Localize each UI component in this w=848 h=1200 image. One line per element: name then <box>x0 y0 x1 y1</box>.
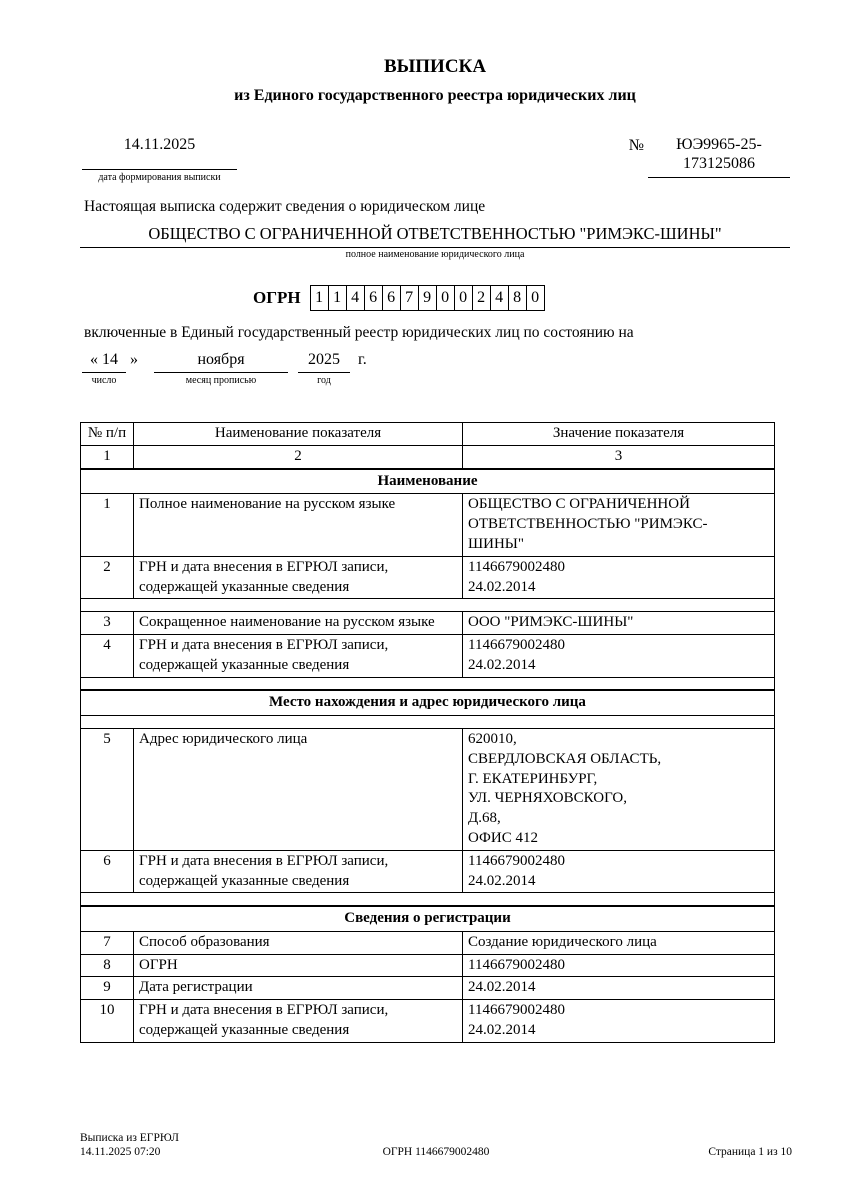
indicator-name-cell: ГРН и дата внесения в ЕГРЮЛ записи, содержащей указанные сведения <box>134 556 463 599</box>
ogrn-digit-box: 4 <box>490 285 509 311</box>
column-header-cell: Значение показателя <box>463 423 775 446</box>
form-date-block <box>82 136 237 183</box>
column-header-cell: № п/п <box>81 423 134 446</box>
row-number-cell: 1 <box>81 494 134 556</box>
indicator-value-cell: 1146679002480 <box>463 954 775 977</box>
section-header-row <box>81 906 775 931</box>
table-row <box>81 977 775 1000</box>
ogrn-digit-box: 1 <box>310 285 329 311</box>
as-of-date-row <box>82 351 790 386</box>
indicator-value-cell: ОБЩЕСТВО С ОГРАНИЧЕННОЙ ОТВЕТСТВЕННОСТЬЮ "РИМЭКС- ШИНЫ" <box>463 494 775 556</box>
table-row <box>81 850 775 893</box>
table-row <box>81 931 775 954</box>
document-number-block <box>629 136 790 178</box>
document-number <box>648 136 790 178</box>
spacer-cell <box>81 599 775 612</box>
section-header-cell: Место нахождения и адрес юридического лица <box>81 690 775 715</box>
column-number-cell: 2 <box>134 445 463 468</box>
day-caption: число <box>91 375 117 386</box>
year-column <box>298 351 350 386</box>
document-title: ВЫПИСКА <box>383 56 487 77</box>
indicator-value-cell: 1146679002480 24.02.2014 <box>463 556 775 599</box>
spacer-row <box>81 893 775 906</box>
section-header-row <box>81 690 775 715</box>
ogrn-label: ОГРН <box>253 288 301 307</box>
info-table <box>80 422 775 1043</box>
indicator-name-cell: Способ образования <box>134 931 463 954</box>
footer-left <box>80 1131 383 1160</box>
footer-datetime: 14.11.2025 07:20 <box>80 1146 161 1159</box>
date-number-row <box>80 136 790 183</box>
row-number-cell: 4 <box>81 635 134 678</box>
ogrn-digit-box: 0 <box>454 285 473 311</box>
section-header-cell: Сведения о регистрации <box>81 906 775 931</box>
indicator-name-cell: ОГРН <box>134 954 463 977</box>
document-subtitle: из Единого государственного реестра юридических лиц <box>234 87 636 104</box>
number-sign: № <box>628 137 644 154</box>
year-caption: год <box>317 375 331 386</box>
column-number-cell: 1 <box>81 445 134 468</box>
ogrn-digit-box: 0 <box>436 285 455 311</box>
form-date: 14.11.2025 <box>82 136 237 170</box>
table-row <box>81 494 775 556</box>
indicator-name-cell: Дата регистрации <box>134 977 463 1000</box>
ogrn-digit-box: 7 <box>400 285 419 311</box>
row-number-cell: 3 <box>81 612 134 635</box>
month-value: ноября <box>154 351 288 373</box>
table-row <box>81 556 775 599</box>
row-number-cell: 7 <box>81 931 134 954</box>
section-header-row <box>81 469 775 494</box>
spacer-cell <box>81 677 775 690</box>
footer-doc-type: Выписка из ЕГРЮЛ <box>80 1132 179 1144</box>
indicator-value-cell: 1146679002480 24.02.2014 <box>463 850 775 893</box>
ogrn-digit-box: 8 <box>508 285 527 311</box>
indicator-value-cell: 620010, СВЕРДЛОВСКАЯ ОБЛАСТЬ, Г. ЕКАТЕРИНБУРГ, УЛ. ЧЕРНЯХОВСКОГО, Д.68, ОФИС 412 <box>463 729 775 851</box>
company-name: ОБЩЕСТВО С ОГРАНИЧЕННОЙ ОТВЕТСТВЕННОСТЬЮ "РИМЭКС-ШИНЫ" <box>80 224 790 248</box>
indicator-value-cell: 24.02.2014 <box>463 977 775 1000</box>
row-number-cell: 8 <box>81 954 134 977</box>
indicator-name-cell: Адрес юридического лица <box>134 729 463 851</box>
indicator-value-cell: Создание юридического лица <box>463 931 775 954</box>
column-header-cell: Наименование показателя <box>134 423 463 446</box>
table-row <box>81 612 775 635</box>
document-number-line1: ЮЭ9965-25- <box>676 136 762 153</box>
ogrn-digit-box: 2 <box>472 285 491 311</box>
ogrn-digit-box: 6 <box>364 285 383 311</box>
indicator-name-cell: ГРН и дата внесения в ЕГРЮЛ записи, содержащей указанные сведения <box>134 850 463 893</box>
day-value: « 14 <box>82 351 126 373</box>
indicator-value-cell: 1146679002480 24.02.2014 <box>463 1000 775 1043</box>
row-number-cell: 2 <box>81 556 134 599</box>
ogrn-row <box>253 285 790 311</box>
close-quote: » <box>130 351 138 368</box>
row-number-cell: 5 <box>81 729 134 851</box>
ogrn-digit-boxes <box>310 285 545 311</box>
page-footer <box>80 1131 792 1160</box>
table-row <box>81 635 775 678</box>
spacer-row <box>81 677 775 690</box>
section-header-cell: Наименование <box>81 469 775 494</box>
year-value: 2025 <box>298 351 350 373</box>
table-row <box>81 1000 775 1043</box>
ogrn-digit-box: 4 <box>346 285 365 311</box>
spacer-row <box>81 599 775 612</box>
column-numbers-row <box>81 445 775 468</box>
indicator-name-cell: ГРН и дата внесения в ЕГРЮЛ записи, содержащей указанные сведения <box>134 1000 463 1043</box>
spacer-row <box>81 716 775 729</box>
indicator-name-cell: ГРН и дата внесения в ЕГРЮЛ записи, содержащей указанные сведения <box>134 635 463 678</box>
ogrn-digit-box: 6 <box>382 285 401 311</box>
spacer-cell <box>81 893 775 906</box>
included-line: включенные в Единый государственный реестр юридических лиц по состоянию на <box>84 324 634 341</box>
form-date-caption: дата формирования выписки <box>98 172 221 183</box>
month-column <box>154 351 288 386</box>
spacer-cell <box>81 716 775 729</box>
indicator-value-cell: ООО "РИМЭКС-ШИНЫ" <box>463 612 775 635</box>
ogrn-digit-box: 1 <box>328 285 347 311</box>
footer-page-number: Страница 1 из 10 <box>708 1146 792 1159</box>
row-number-cell: 6 <box>81 850 134 893</box>
day-column <box>82 351 126 386</box>
row-number-cell: 10 <box>81 1000 134 1043</box>
indicator-name-cell: Полное наименование на русском языке <box>134 494 463 556</box>
indicator-name-cell: Сокращенное наименование на русском языке <box>134 612 463 635</box>
ogrn-digit-box: 0 <box>526 285 545 311</box>
company-name-caption: полное наименование юридического лица <box>345 249 525 260</box>
table-row <box>81 954 775 977</box>
ogrn-digit-box: 9 <box>418 285 437 311</box>
column-number-cell: 3 <box>463 445 775 468</box>
document-number-line2: 173125086 <box>683 154 755 172</box>
footer-ogrn: ОГРН 1146679002480 <box>382 1146 490 1159</box>
month-caption: месяц прописью <box>185 375 257 386</box>
year-suffix: г. <box>358 351 367 368</box>
table-header-row <box>81 423 775 446</box>
intro-line: Настоящая выписка содержит сведения о юридическом лице <box>84 198 486 215</box>
indicator-value-cell: 1146679002480 24.02.2014 <box>463 635 775 678</box>
row-number-cell: 9 <box>81 977 134 1000</box>
table-row <box>81 729 775 851</box>
